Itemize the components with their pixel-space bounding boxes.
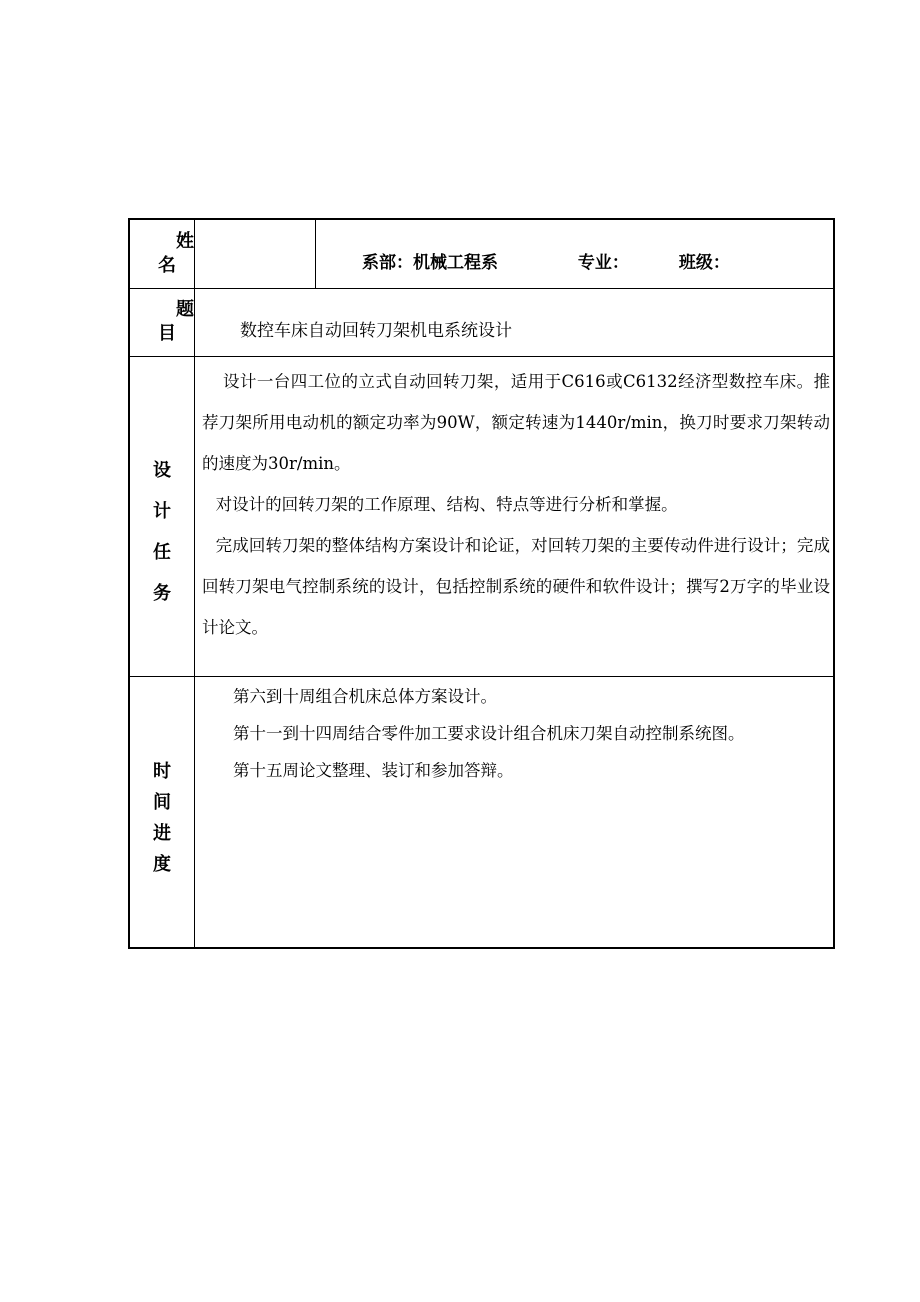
schedule-label-char-4: 度	[153, 854, 171, 875]
schedule-label-char-1: 时	[153, 761, 171, 782]
task-label-char-1: 设	[153, 460, 171, 481]
task-paragraph-3: 完成回转刀架的整体结构方案设计和论证，对回转刀架的主要传动件进行设计；完成回转刀架电气控制系统的设计，包括控制系统的硬件和软件设计；撰写2万字的毕业设计论文。	[202, 536, 830, 637]
name-label	[130, 230, 194, 278]
task-content	[202, 361, 830, 648]
title-label	[130, 298, 194, 346]
task-label	[130, 450, 194, 614]
department-value: 系部：机械工程系	[362, 253, 498, 273]
schedule-label-char-3: 进	[153, 823, 171, 844]
task-label-char-4: 务	[153, 583, 171, 604]
task-label-char-3: 任	[153, 542, 171, 563]
task-label-char-2: 计	[153, 501, 171, 522]
department-info	[362, 248, 730, 273]
row-divider-title	[130, 356, 833, 357]
name-label-char-1: 姓	[176, 231, 194, 252]
schedule-item-1: 第六到十周组合机床总体方案设计。	[233, 687, 497, 706]
label-column-divider	[194, 220, 195, 948]
task-paragraph-2: 对设计的回转刀架的工作原理、结构、特点等进行分析和掌握。	[215, 495, 678, 514]
row-divider-name	[130, 288, 833, 289]
name-cell-divider	[315, 220, 316, 288]
title-value: 数控车床自动回转刀架机电系统设计	[240, 321, 512, 341]
schedule-item-3: 第十五周论文整理、装订和参加答辩。	[233, 761, 514, 780]
task-paragraph-1: 设计一台四工位的立式自动回转刀架，适用于C616或C6132经济型数控车床。推荐刀架所用电动机的额定功率为90W，额定转速为1440r/min，换刀时要求刀架转动的速度为30r/min。	[202, 372, 830, 473]
name-label-char-2: 名	[158, 255, 176, 276]
schedule-item-2: 第十一到十四周结合零件加工要求设计组合机床刀架自动控制系统图。	[233, 724, 745, 743]
title-label-char-2: 目	[158, 323, 176, 344]
row-divider-task	[130, 676, 833, 677]
schedule-content	[202, 678, 830, 789]
class-label: 班级：	[678, 253, 730, 273]
schedule-label	[130, 756, 194, 880]
title-label-char-1: 题	[176, 299, 194, 320]
schedule-label-char-2: 间	[153, 792, 171, 813]
major-label: 专业：	[577, 253, 629, 273]
